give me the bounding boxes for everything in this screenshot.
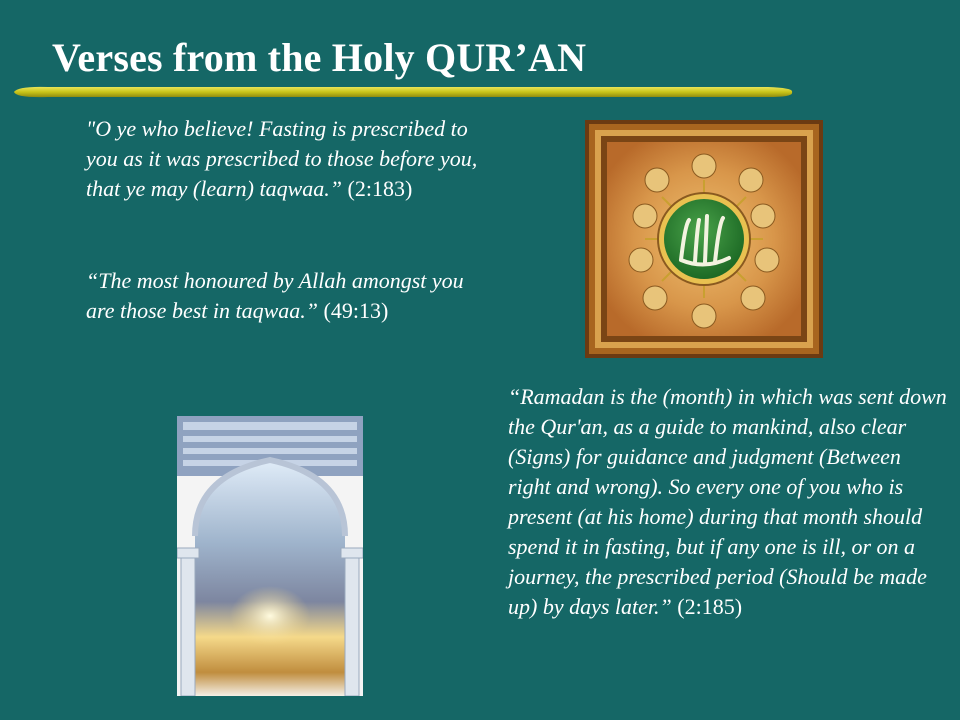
verse-text: “The most honoured by Allah amongst you are those best in taqwaa.” xyxy=(86,268,464,323)
title-underline-bar xyxy=(8,85,794,99)
verse-2-185 xyxy=(508,382,948,622)
verse-reference: (2:185) xyxy=(671,594,743,619)
verse-text: "O ye who believe! Fasting is prescribed to you as it was prescribed to those before you, that ye may (learn) taqwaa.” xyxy=(86,116,478,201)
arch-sky-image xyxy=(177,416,363,696)
slide-title: Verses from the Holy QUR’AN xyxy=(52,35,587,80)
verse-text: “Ramadan is the (month) in which was sent down the Qur'an, as a guide to mankind, also clear (Signs) for guidance and judgment (Between right and wrong). So every one of you who is present (at his home) during that month should spend it in fasting, but if any one is ill, or on a journey, the prescribed period (Should be made up) by days later.” xyxy=(508,384,947,619)
framed-calligraphy-image xyxy=(585,120,823,358)
verse-2-183 xyxy=(86,114,486,204)
verse-reference: (2:183) xyxy=(342,176,413,201)
verse-49-13 xyxy=(86,266,486,326)
verse-reference: (49:13) xyxy=(318,298,389,323)
